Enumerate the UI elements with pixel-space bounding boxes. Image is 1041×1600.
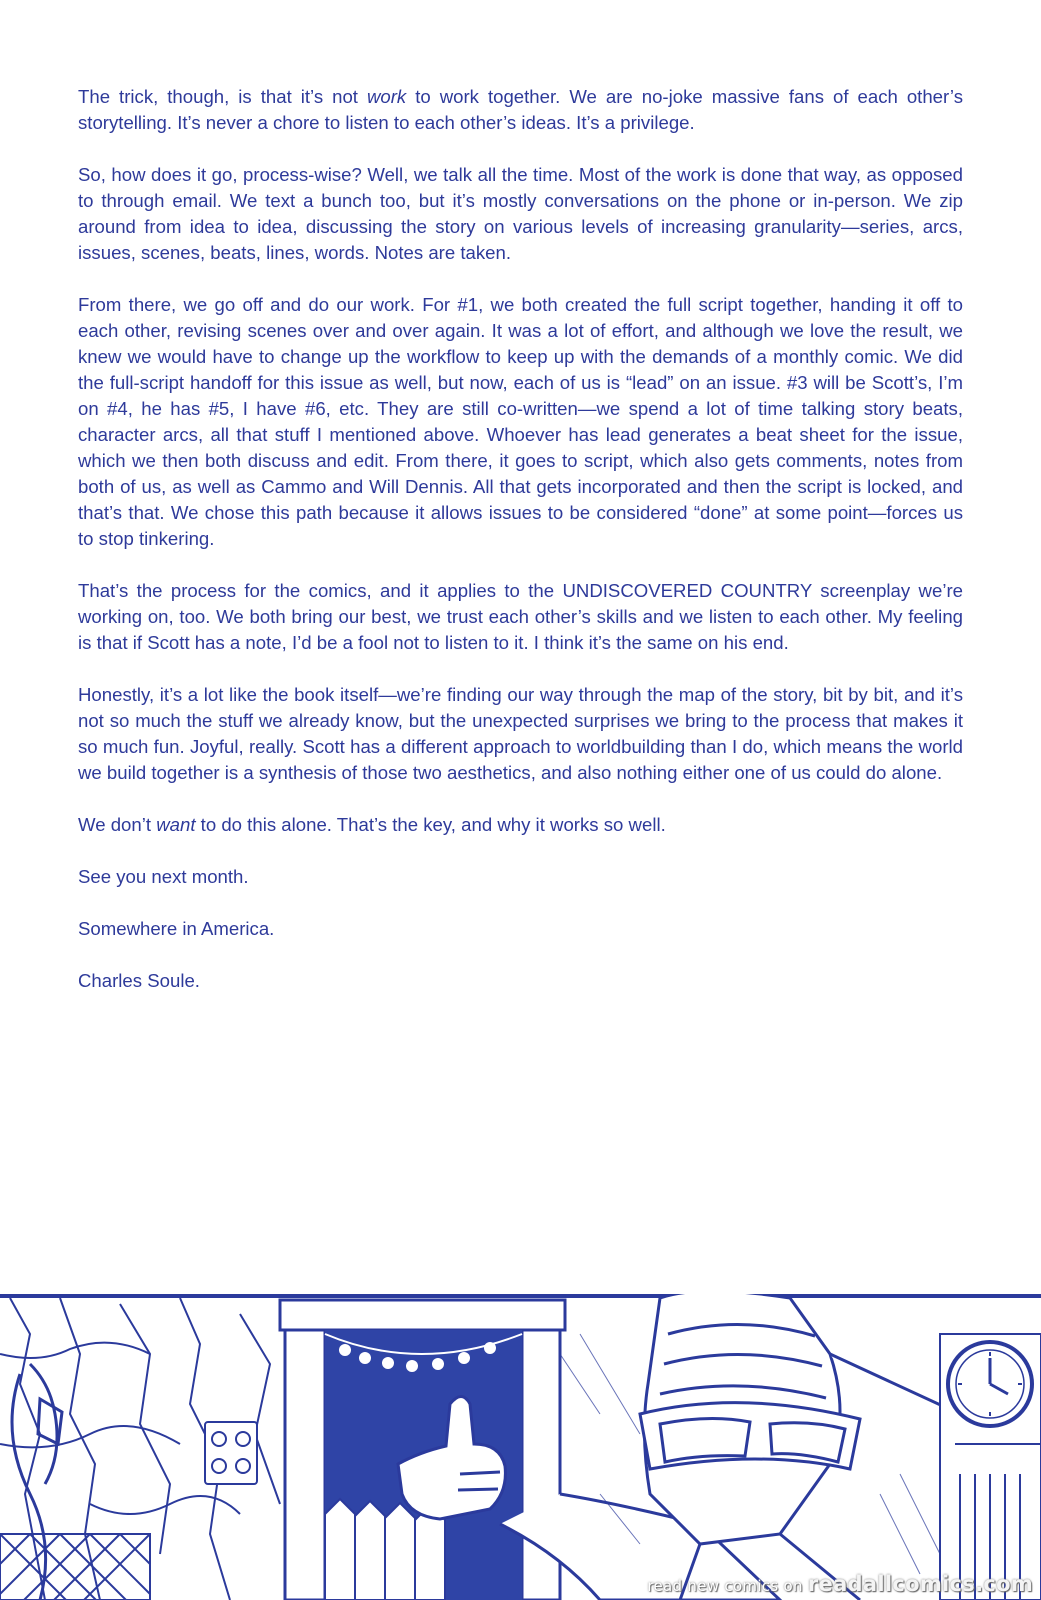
outlet-box <box>205 1422 257 1484</box>
paragraph-2: So, how does it go, process-wise? Well, we talk all the time. Most of the work is done that way, as opposed to through email. We text a bunch too, but it’s mostly conversations on the phone or in-person. We zip around from idea to idea, discussing the story on various levels of increasing granularity—series, arcs, issues, scenes, beats, lines, words. Notes are taken. <box>78 164 963 263</box>
location-line: Somewhere in America. <box>78 918 275 939</box>
signature: Charles Soule. <box>78 970 200 991</box>
lattice-fence <box>0 1534 150 1600</box>
paragraph-1: The trick, though, is that it’s not work to work together. We are no-joke massive fans of each other’s storytelling. It’s never a chore to listen to each other’s ideas. It’s a privilege. <box>78 86 963 133</box>
comic-panel-illustration <box>0 1294 1041 1600</box>
paragraph-4: That’s the process for the comics, and it applies to the UNDISCOVERED COUNTRY screenplay we’re working on, too. We both bring our best, we trust each other’s skills and we listen to each other. My feeling is that if Scott has a note, I’d be a fool not to listen to it. I think it’s the same on his end. <box>78 580 963 653</box>
paragraph-3: From there, we go off and do our work. For #1, we both created the full script together, handing it off to each other, revising scenes over and over again. It was a lot of effort, and although we love the result, we knew we would have to change up the workflow to keep up with the demands of a monthly comic. We did the full-script handoff for this issue as well, but now, each of us is “lead” on an issue. #3 will be Scott’s, I’m on #4, he has #5, I have #6, etc. They are still co-written—we spend a lot of time talking story beats, character arcs, all that stuff I mentioned above. Whoever has lead generates a beat sheet for the issue, which we then both discuss and edit. From there, it goes to script, which also gets comments, notes from both of us, as well as Cammo and Will Dennis. All that gets incorporated and then the script is locked, and that’s that. We chose this path because it allows issues to be considered “done” at some point—forces us to stop tinkering. <box>78 294 963 549</box>
closing-line: See you next month. <box>78 866 249 887</box>
watermark: read new comics on readallcomics.com <box>647 1572 1033 1596</box>
paragraph-6: We don’t want to do this alone. That’s the key, and why it works so well. <box>78 814 666 835</box>
illustration-svg <box>0 1294 1041 1600</box>
fuel-nozzle-icon <box>12 1364 62 1600</box>
clock-icon <box>940 1334 1041 1600</box>
letter-body <box>78 84 963 1020</box>
paragraph-5: Honestly, it’s a lot like the book itself—we’re finding our way through the map of the story, bit by bit, and it’s not so much the stuff we already know, but the unexpected surprises we bring to the process that makes it so much fun. Joyful, really. Scott has a different approach to worldbuilding than I do, which means the world we build together is a synthesis of those two aesthetics, and also nothing either one of us could do alone. <box>78 684 963 783</box>
